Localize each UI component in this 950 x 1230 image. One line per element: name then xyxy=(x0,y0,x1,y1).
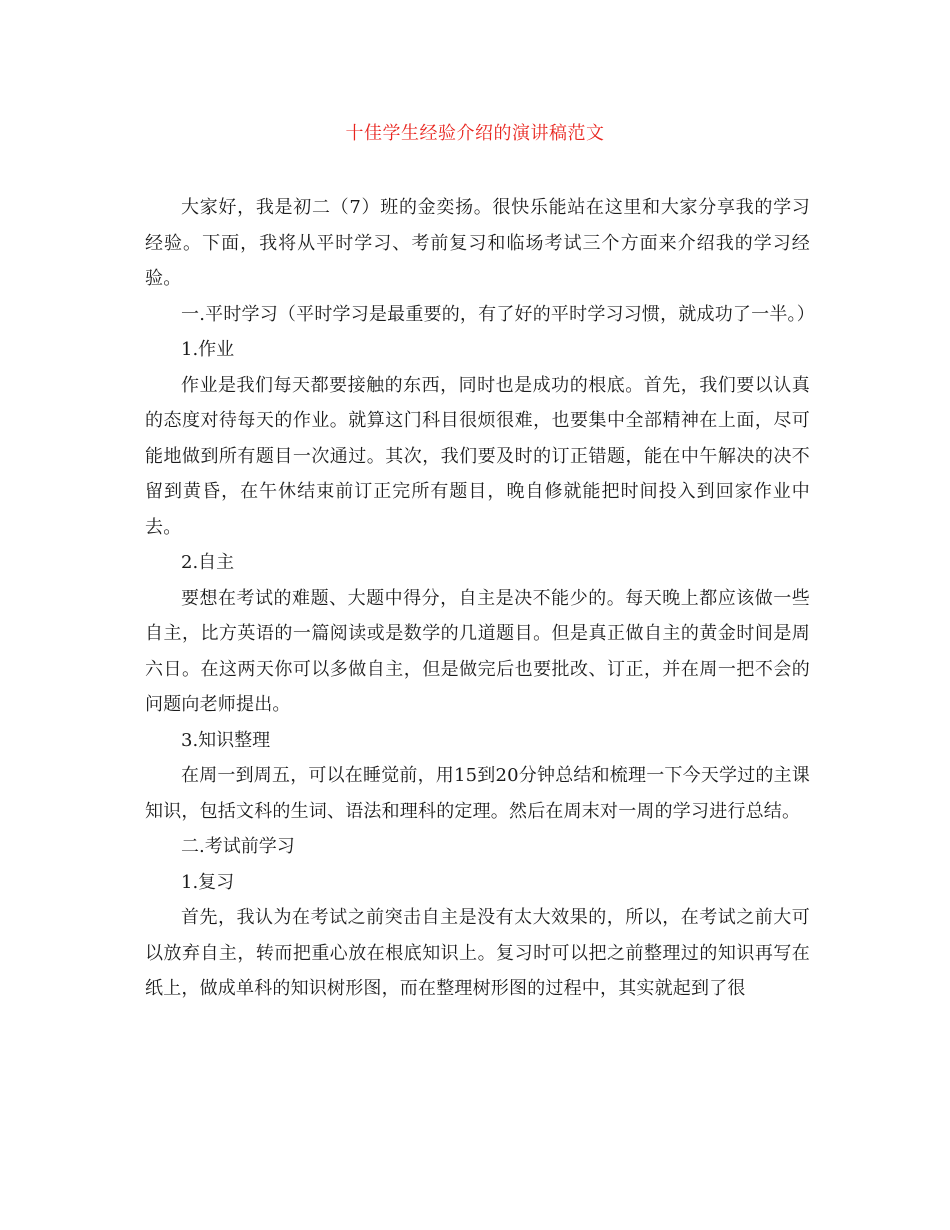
subheading-review: 1.复习 xyxy=(181,871,235,893)
subheading-homework: 1.作业 xyxy=(181,339,235,360)
paragraph-intro: 大家好，我是初二（7）班的金奕扬。很快乐能站在这里和大家分享我的学习经验。下面，我将从平时学习、考前复习和临场考试三个方面来介绍我的学习经验。 xyxy=(145,197,810,289)
paragraph-knowledge-organization: 在周一到周五，可以在睡觉前，用15到20分钟总结和梳理一下今天学过的主课知识，包括文科的生词、语法和理科的定理。然后在周末对一周的学习进行总结。 xyxy=(145,765,811,822)
subheading-self-study: 2.自主 xyxy=(181,552,235,573)
paragraph-self-study: 要想在考试的难题、大题中得分，自主是决不能少的。每天晚上都应该做一些自主，比方英语的一篇阅读或是数学的几道题目。但是真正做自主的黄金时间是周六日。在这两天你可以多做自主，但是做完后也要批改、订正，并在周一把不会的问题向老师提出。 xyxy=(145,587,810,715)
paragraph-homework: 作业是我们每天都要接触的东西，同时也是成功的根底。首先，我们要以认真的态度对待每天的作业。就算这门科目很烦很难，也要集中全部精神在上面，尽可能地做到所有题目一次通过。其次，我们要及时的订正错题，能在中午解决的决不留到黄昏，在午休结束前订正完所有题目，晚自修就能把时间投入到回家作业中去。 xyxy=(145,374,810,538)
document-body xyxy=(145,190,815,1007)
section-heading-daily-study: 一.平时学习（平时学习是最重要的，有了好的平时学习习惯，就成功了一半。） xyxy=(181,303,815,325)
section-heading-pre-exam-study: 二.考试前学习 xyxy=(181,836,295,857)
document-title: 十佳学生经验介绍的演讲稿范文 xyxy=(345,123,605,144)
subheading-knowledge-organization: 3.知识整理 xyxy=(181,729,271,751)
paragraph-review: 首先，我认为在考试之前突击自主是没有太大效果的，所以，在考试之前大可以放弃自主，转而把重心放在根底知识上。复习时可以把之前整理过的知识再写在纸上，做成单科的知识树形图，而在整理树形图的过程中，其实就起到了很 xyxy=(145,907,810,999)
